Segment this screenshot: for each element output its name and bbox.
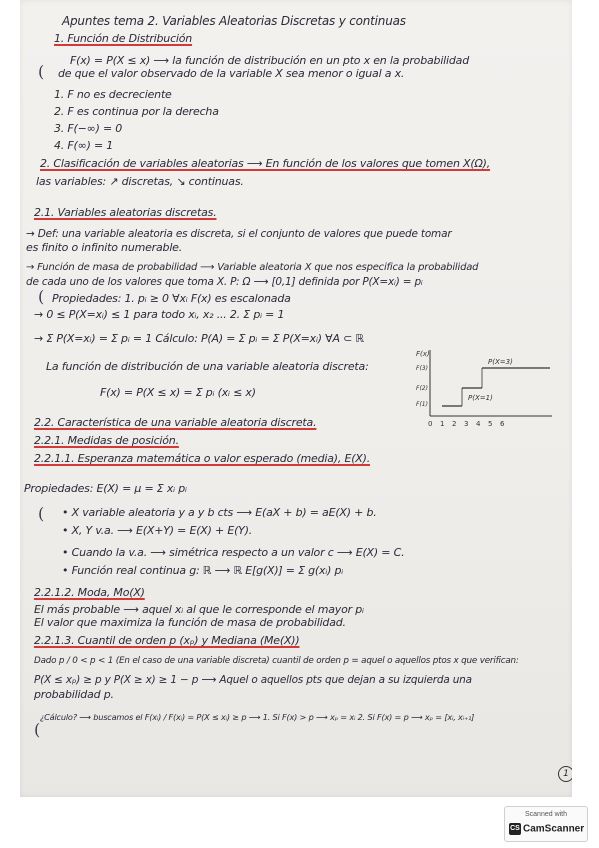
text-line: de que el valor observado de la variable X sea menor o igual a x. bbox=[58, 67, 405, 80]
formula-line: ¿Cálculo? ⟶ buscamos el F(xᵢ) / F(xᵢ) = P(X ≤ xᵢ) ≥ p ⟶ 1. Si F(x) > p ⟶ xₚ = xᵢ 2. Si F(x) = p ⟶ xₚ = [xᵢ, xᵢ₊₁] bbox=[40, 712, 475, 722]
section-heading: 2. Clasificación de variables aleatorias ⟶ En función de los valores que tomen X(Ω), bbox=[40, 157, 491, 170]
watermark-caption: Scanned with bbox=[524, 811, 568, 818]
notebook-page bbox=[20, 0, 572, 797]
list-item: 2. F es continua por la derecha bbox=[54, 105, 219, 118]
list-item: 4. F(∞) = 1 bbox=[54, 139, 114, 152]
text-line: → 0 ≤ P(X=xᵢ) ≤ 1 para todo xᵢ, x₂ ... 2. Σ pᵢ = 1 bbox=[34, 308, 285, 321]
step-function-graph bbox=[416, 348, 556, 428]
text-line: Propiedades: 1. pᵢ ≥ 0 ∀xᵢ F(x) es escalonada bbox=[52, 292, 291, 305]
bracket-mark: ( bbox=[38, 287, 45, 306]
list-item: • X, Y v.a. ⟶ E(X+Y) = E(X) + E(Y). bbox=[62, 524, 253, 537]
text-line: las variables: ↗ discretas, ↘ continuas. bbox=[36, 175, 244, 188]
graph-annotation: P(X=1) bbox=[468, 394, 493, 402]
list-item: 1. F no es decreciente bbox=[54, 88, 172, 101]
section-heading: 2.2.1.2. Moda, Mo(X) bbox=[34, 586, 145, 599]
text-line: El más probable ⟶ aquel xᵢ al que le corresponde el mayor pᵢ bbox=[34, 603, 364, 616]
camscanner-watermark bbox=[504, 806, 588, 842]
graph-level-label: F(2) bbox=[416, 385, 428, 392]
watermark-brand bbox=[509, 823, 584, 835]
graph-tick: 0 bbox=[428, 420, 433, 428]
graph-tick: 5 bbox=[488, 420, 493, 428]
text-line: es finito o infinito numerable. bbox=[26, 241, 183, 254]
page-title: Apuntes tema 2. Variables Aleatorias Discretas y continuas bbox=[62, 14, 406, 28]
list-item: • Cuando la v.a. ⟶ simétrica respecto a un valor c ⟶ E(X) = C. bbox=[62, 546, 405, 559]
graph-tick: 3 bbox=[464, 420, 469, 428]
graph-tick: 6 bbox=[500, 420, 505, 428]
page-number: 1 bbox=[558, 766, 572, 782]
watermark-brand-label: CamScanner bbox=[523, 823, 585, 835]
list-item: • Función real continua g: ℝ ⟶ ℝ E[g(X)] = Σ g(xᵢ) pᵢ bbox=[62, 564, 344, 577]
bracket-mark: ( bbox=[34, 720, 41, 739]
text-line: probabilidad p. bbox=[34, 688, 114, 701]
list-item: 3. F(−∞) = 0 bbox=[54, 122, 123, 135]
list-item: • X variable aleatoria y a y b cts ⟶ E(aX + b) = aE(X) + b. bbox=[62, 506, 377, 519]
bracket-mark: ( bbox=[38, 504, 45, 523]
section-heading: 2.1. Variables aleatorias discretas. bbox=[34, 206, 217, 219]
formula-line: Propiedades: E(X) = μ = Σ xᵢ pᵢ bbox=[24, 482, 187, 495]
graph-tick: 2 bbox=[452, 420, 457, 428]
section-heading: 2.2.1.3. Cuantil de orden p (xₚ) y Mediana (Me(X)) bbox=[34, 634, 300, 647]
graph-y-label: F(x) bbox=[416, 350, 430, 358]
section-heading: 2.2.1.1. Esperanza matemática o valor esperado (media), E(X). bbox=[34, 452, 371, 465]
section-heading: 2.2.1. Medidas de posición. bbox=[34, 434, 179, 447]
text-line: Dado p / 0 < p < 1 (En el caso de una variable discreta) cuantil de orden p = aquel o aquellos ptos x que verifican: bbox=[34, 656, 519, 666]
formula-line: → Σ P(X=xᵢ) = Σ pᵢ = 1 Cálculo: P(A) = Σ pᵢ = Σ P(X=xᵢ) ∀A ⊂ ℝ bbox=[34, 332, 364, 345]
section-heading: 2.2. Característica de una variable aleatoria discreta. bbox=[34, 416, 317, 429]
text-line: → Función de masa de probabilidad ⟶ Variable aleatoria X que nos especifica la probabilidad bbox=[26, 262, 479, 273]
camscanner-logo-icon: CS bbox=[509, 823, 521, 835]
graph-level-label: F(3) bbox=[416, 365, 428, 372]
graph-level-label: F(1) bbox=[416, 401, 428, 408]
text-line: → Def: una variable aleatoria es discreta, si el conjunto de valores que puede tomar bbox=[26, 228, 452, 240]
graph-tick: 1 bbox=[440, 420, 445, 428]
text-line: F(x) = P(X ≤ x) ⟶ la función de distribución en un pto x en la probabilidad bbox=[70, 54, 469, 67]
graph-tick: 4 bbox=[476, 420, 481, 428]
section-heading: 1. Función de Distribución bbox=[54, 32, 193, 45]
text-line: P(X ≤ xₚ) ≥ p y P(X ≥ x) ≥ 1 − p ⟶ Aquel o aquellos pts que dejan a su izquierda una bbox=[34, 674, 472, 686]
formula-line: F(x) = P(X ≤ x) = Σ pᵢ (xᵢ ≤ x) bbox=[100, 386, 256, 399]
graph-annotation: P(X=3) bbox=[488, 358, 513, 366]
text-line: de cada uno de los valores que toma X. P: Ω ⟶ [0,1] definida por P(X=xᵢ) = pᵢ bbox=[26, 276, 423, 288]
text-line: El valor que maximiza la función de masa de probabilidad. bbox=[34, 616, 346, 629]
text-line: La función de distribución de una variable aleatoria discreta: bbox=[46, 360, 369, 373]
bracket-mark: ( bbox=[38, 62, 45, 81]
